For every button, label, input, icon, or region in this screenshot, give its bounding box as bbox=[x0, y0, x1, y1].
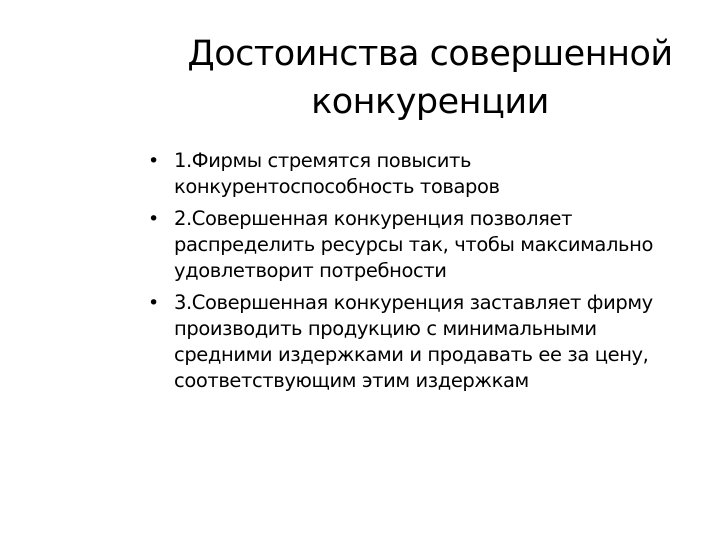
bullet-list bbox=[148, 148, 688, 400]
bullet-item-3 bbox=[148, 290, 688, 394]
bullet-text-3: 3.Совершенная конкуренция заставляет фирму производить продукцию с минимальными средними издержками и продавать ее за цену, соответствующим этим издержкам bbox=[174, 291, 653, 392]
bullet-item-2 bbox=[148, 206, 688, 284]
bullet-dot-icon: • bbox=[148, 208, 159, 230]
bullet-text-1: 1.Фирмы стремятся повысить конкурентоспособность товаров bbox=[174, 149, 500, 198]
bullet-dot-icon: • bbox=[148, 150, 159, 172]
bullet-text-2: 2.Совершенная конкуренция позволяет распределить ресурсы так, чтобы максимально удовлетворит потребности bbox=[174, 207, 654, 282]
bullet-item-1 bbox=[148, 148, 688, 200]
slide-title: Достоинства совершенной конкуренции bbox=[187, 34, 673, 122]
bullet-dot-icon: • bbox=[148, 292, 159, 314]
